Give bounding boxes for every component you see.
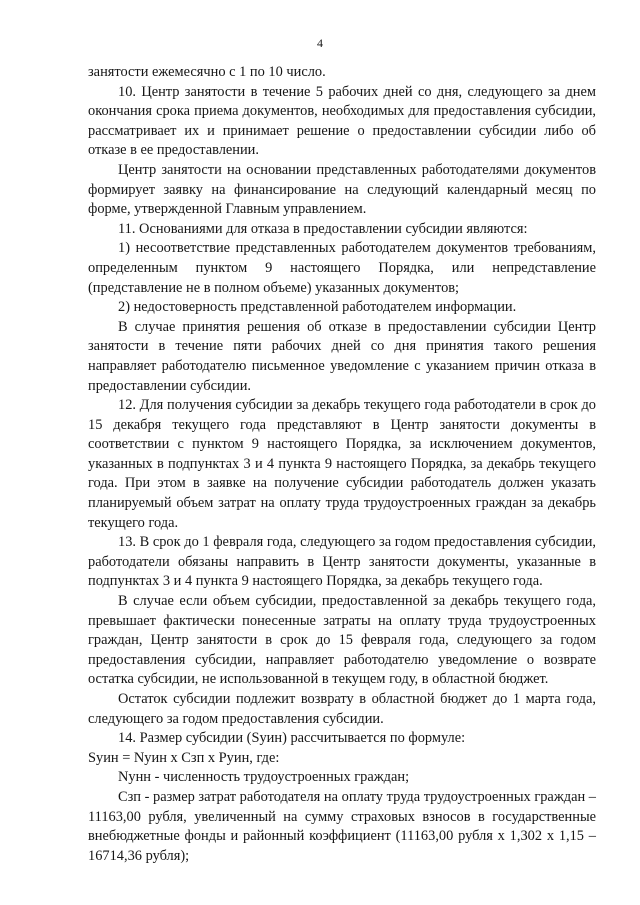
paragraph-funding-request: Центр занятости на основании представленных работодателями документов формирует заявку на финансирование на следующий календарный месяц по форме, утвержденной Главным управлением.: [88, 161, 596, 218]
subsidy-formula: Sуин = Nуин х Сзп х Руин, где:: [88, 749, 280, 766]
page-number: 4: [317, 36, 323, 50]
paragraph-subsidy-return: Остаток субсидии подлежит возврату в областной бюджет до 1 марта года, следующего за годом предоставления субсидии.: [88, 691, 596, 727]
paragraph-continuation: занятости ежемесячно с 1 по 10 число.: [88, 64, 326, 80]
paragraph-refusal-reason-2: 2) недостоверность представленной работодателем информации.: [118, 299, 517, 316]
paragraph-item-14: 14. Размер субсидии (Sуин) рассчитывается по формуле:: [118, 730, 466, 747]
paragraph-variable-szp: Сзп - размер затрат работодателя на оплату труда трудоустроенных граждан – 11163,00 рубля, увеличенный на сумму страховых взносов в государственные внебюджетные фонды и районный коэффициент (11163,00 рубля х 1,302 х 1,15 – 16714,36 рубля);: [88, 788, 596, 864]
paragraph-item-13: 13. В срок до 1 февраля года, следующего за годом предоставления субсидии, работодатели обязаны направить в Центр занятости документы, указанные в подпунктах 3 и 4 пункта 9 настоящего Порядка, за декабрь текущего года.: [88, 534, 596, 590]
paragraph-item-12: 12. Для получения субсидии за декабрь текущего года работодатели в срок до 15 декабря текущего года представляют в Центр занятости документы в соответствии с пунктом 9 настоящего Порядка, за исключением документов, указанных в подпунктах 3 и 4 пункта 9 настоящего Порядка, за декабрь текущего года. При этом в заявке на получение субсидии работодатель должен указать планируемый объем затрат на оплату труда трудоустроенных граждан за декабрь текущего года.: [88, 397, 596, 531]
paragraph-excess-subsidy: В случае если объем субсидии, предоставленной за декабрь текущего года, превышает фактически понесенные затраты на оплату труда трудоустроенных граждан, Центр занятости в срок до 15 февраля года, следующего за годом предоставления субсидии, направляет работодателю уведомление о возврате остатка субсидии, не использованной в текущем году, в областной бюджет.: [88, 593, 596, 688]
paragraph-variable-n: Nунн - численность трудоустроенных граждан;: [118, 769, 410, 786]
document-body: [88, 63, 596, 866]
paragraph-item-11: 11. Основаниями для отказа в предоставлении субсидии являются:: [118, 220, 528, 237]
paragraph-refusal-reason-1: 1) несоответствие представленных работодателем документов требованиям, определенным пунктом 9 настоящего Порядка, или непредставление (представление не в полном объеме) указанных документов;: [88, 240, 596, 296]
paragraph-item-10: 10. Центр занятости в течение 5 рабочих дней со дня, следующего за днем окончания срока приема документов, необходимых для предоставления субсидии, рассматривает их и принимает решение о предоставлении субсидии либо об отказе в ее предоставлении.: [88, 83, 596, 159]
paragraph-refusal-notice: В случае принятия решения об отказе в предоставлении субсидии Центр занятости в течение пяти рабочих дней со дня принятия такого решения направляет работодателю письменное уведомление с указанием причин отказа в предоставлении субсидии.: [88, 318, 596, 394]
